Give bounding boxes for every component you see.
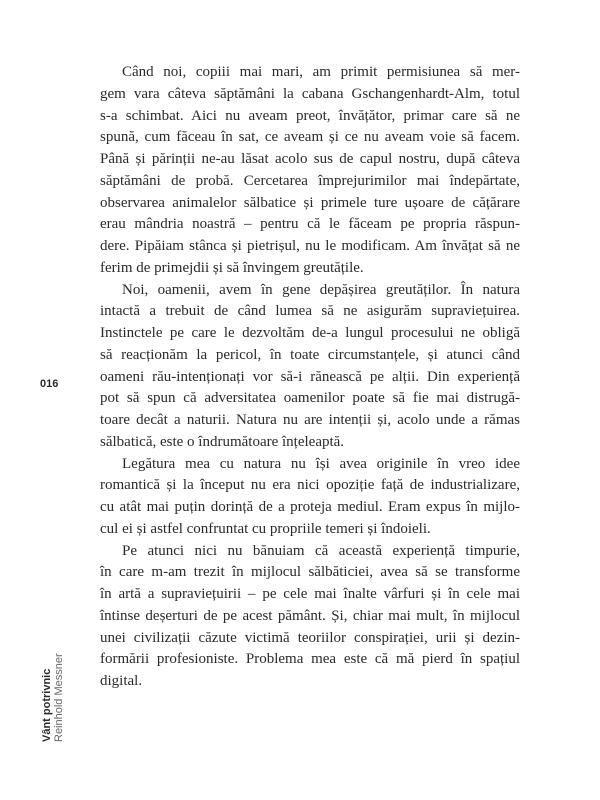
text-line: oameni rău-intenționați vor să-i rănească pe alții. Din experiență [100, 368, 520, 385]
paragraph [100, 541, 520, 693]
text-line: pot să spun că adversitatea oamenilor poate să fie mai distrugă- [100, 390, 520, 407]
running-head [41, 653, 65, 742]
text-line: toare decât a naturii. Natura nu are intenții și, acolo unde a rămas [100, 412, 520, 428]
text-line: săptămâni de probă. Cercetarea împrejurimilor mai îndepărtate, [100, 172, 520, 189]
text-line: Legătura mea cu natura nu își avea originile în vreo idee [122, 455, 520, 472]
text-line: digital. [100, 673, 143, 689]
paragraph [100, 454, 520, 541]
book-title: Vânt potrivnic [41, 668, 53, 742]
text-line: în care m-am trezit în mijlocul sălbăticiei, avea să se transforme [100, 564, 520, 581]
paragraph [100, 280, 520, 454]
page-number: 016 [40, 378, 59, 390]
text-line: Instinctele pe care le dezvoltăm de-a lungul procesului ne obligă [100, 325, 520, 341]
text-line: cu atât mai puțin dorință de a proteja mediul. Eram expus în mijlo- [100, 499, 520, 515]
text-line: Când noi, copiii mai mari, am primit permisiunea să mer- [122, 64, 520, 80]
text-line: Până și părinții ne-au lăsat acolo sus de capul nostru, după câteva [100, 151, 520, 167]
author-name: Reinhold Messner [53, 653, 65, 742]
text-line: romantică și la început nu era nici opoziție față de industrializare, [100, 477, 520, 494]
text-line: dere. Pipăiam stânca și pietrișul, nu le modificam. Am învățat să ne [100, 238, 520, 254]
text-line: intactă a trebuit de când lumea să ne asigurăm supraviețuirea. [100, 303, 520, 320]
text-line: observarea animalelor sălbatice și primele ture ușoare de cățărare [100, 194, 520, 211]
text-line: spună, cum făceau în sat, ce aveam și ce nu aveam voie să facem. [100, 129, 520, 146]
text-line: formării profesioniste. Problema mea este că mă pierd în spațiul [100, 651, 520, 668]
text-line: cul ei și astfel confruntat cu propriile temeri și îndoieli. [100, 520, 431, 537]
text-line: Noi, oamenii, avem în gene depășirea greutăților. În natura [122, 281, 520, 298]
text-line: întinse deșerturi de pe acest pământ. Și, chiar mai mult, în mijlocul [100, 607, 520, 624]
text-line: să reacționăm la pericol, în toate circumstanțele, și atunci când [100, 346, 520, 363]
text-line: sălbatică, este o îndrumătoare înțeleaptă. [100, 433, 345, 450]
text-line: unei civilizații căzute victimă teoriilor conspirației, urii și dezin- [100, 629, 520, 646]
paragraph [100, 62, 520, 280]
text-line: erau mândria noastră – pentru că le făceam pe propria răspun- [100, 216, 520, 233]
body-text [100, 62, 520, 693]
text-line: gem vara câteva săptămâni la cabana Gschangenhardt-Alm, totul [100, 85, 520, 102]
text-line: Pe atunci nici nu bănuiam că această experiență timpurie, [122, 542, 520, 559]
text-line: în artă a supraviețuirii – pe cele mai înalte vârfuri și în cele mai [100, 586, 520, 602]
text-line: ferim de primejdii și să învingem greutățile. [100, 259, 364, 276]
text-line: s-a schimbat. Aici nu aveam preot, învățător, primar care să ne [100, 107, 520, 124]
